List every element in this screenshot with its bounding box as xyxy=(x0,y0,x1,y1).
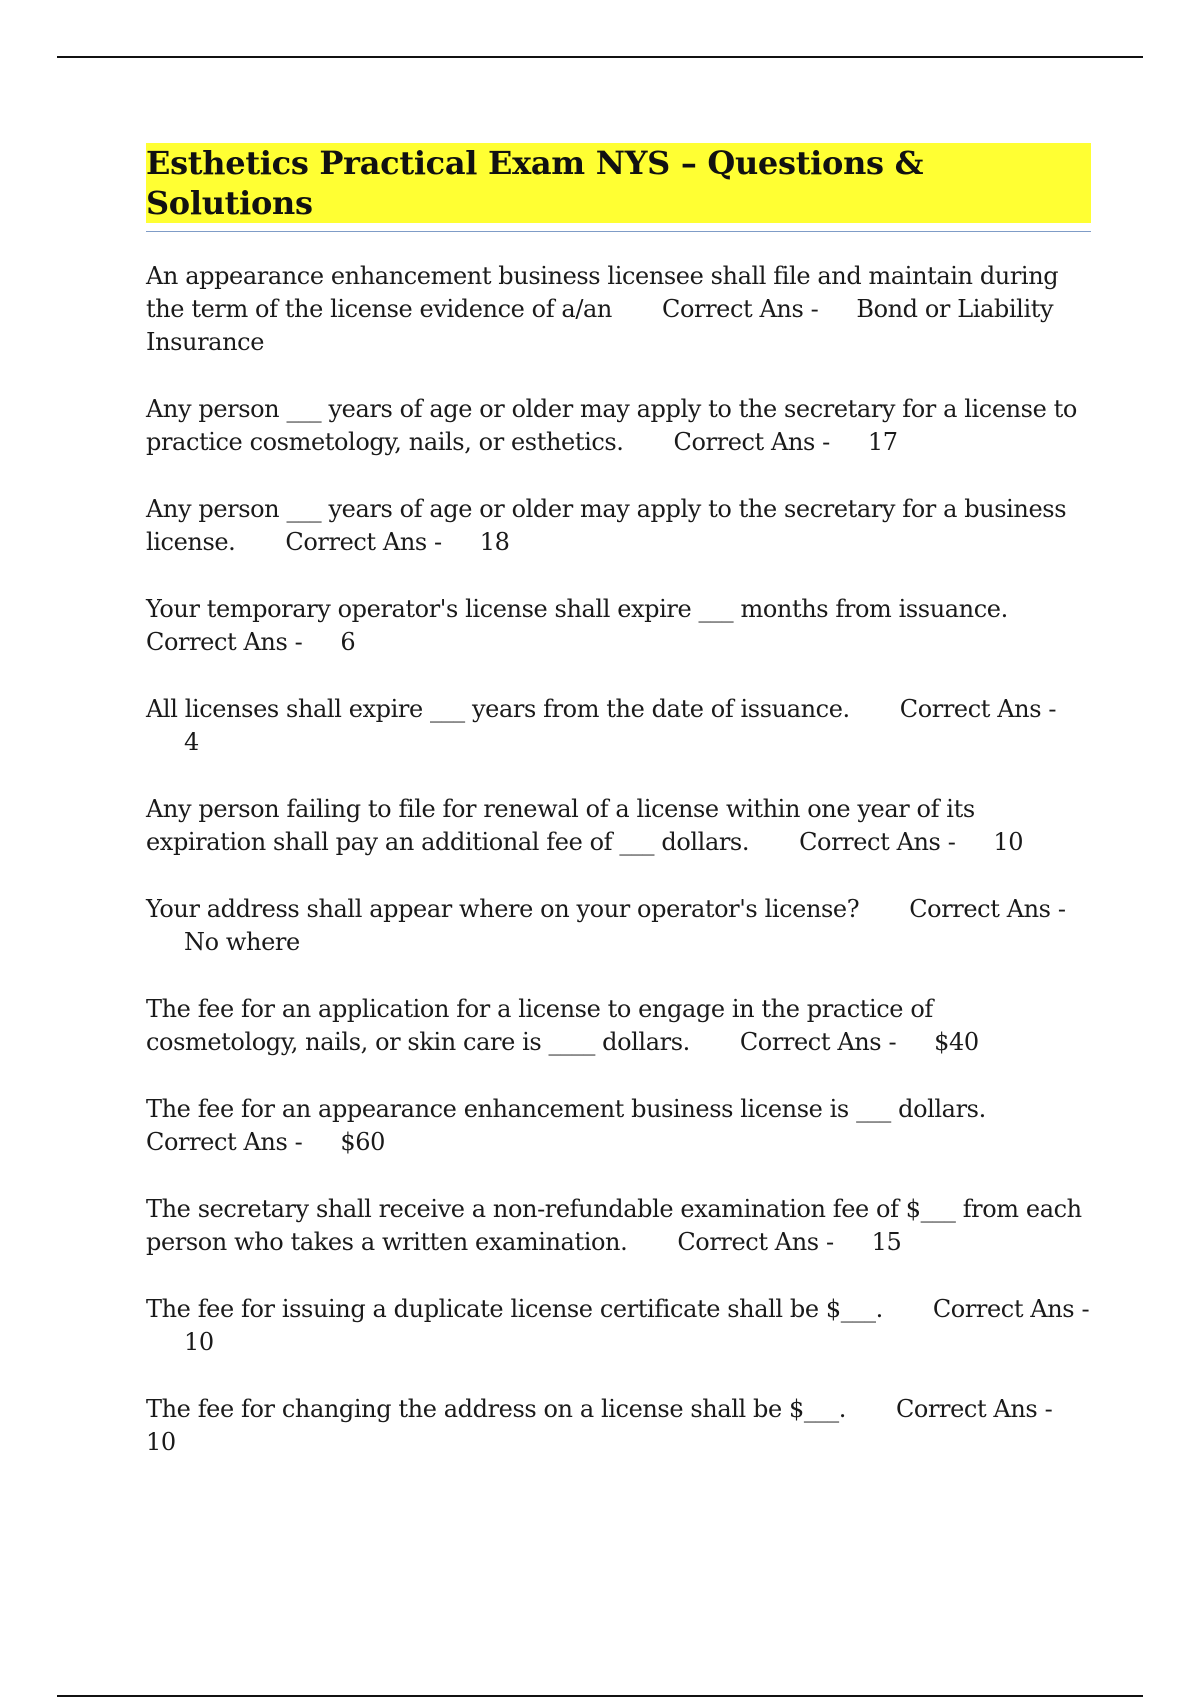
question-text: The secretary shall receive a non-refundable examination fee of $___ from each person who takes a written examination. xyxy=(146,1195,1082,1256)
question-text: Your temporary operator's license shall expire ___ months from issuance. xyxy=(146,595,1008,623)
question-text: Any person ___ years of age or older may apply to the secretary for a license to practice cosmetology, nails, or esthetics. xyxy=(146,395,1077,456)
answer-label: Correct Ans - xyxy=(799,828,956,856)
title-block xyxy=(146,143,1091,232)
answer-label: Correct Ans - xyxy=(895,1395,1053,1423)
question-text: All licenses shall expire ___ years from the date of issuance. xyxy=(146,695,850,723)
qa-item xyxy=(146,1093,1091,1159)
answer-text: 10 xyxy=(146,1428,176,1456)
answer-text: 15 xyxy=(871,1228,902,1256)
question-text: The fee for an appearance enhancement business license is ___ dollars. xyxy=(146,1095,986,1123)
qa-item xyxy=(146,393,1091,459)
answer-label: Correct Ans - xyxy=(932,1295,1090,1323)
answer-text: $60 xyxy=(340,1128,385,1156)
qa-item xyxy=(146,693,1091,759)
question-text: Any person failing to file for renewal of a license within one year of its expiration shall pay an additional fee of ___ dollars. xyxy=(146,795,975,856)
qa-item xyxy=(146,1193,1091,1259)
question-text: The fee for issuing a duplicate license certificate shall be $___. xyxy=(146,1295,883,1323)
answer-label: Correct Ans - xyxy=(673,428,830,456)
qa-item xyxy=(146,493,1091,559)
qa-item xyxy=(146,260,1091,359)
answer-label: Correct Ans - xyxy=(285,528,442,556)
answer-text: 10 xyxy=(993,828,1024,856)
answer-text: 6 xyxy=(340,628,356,656)
qa-item xyxy=(146,1293,1091,1359)
qa-item xyxy=(146,793,1091,859)
answer-text: 18 xyxy=(479,528,510,556)
answer-label: Correct Ans - xyxy=(909,895,1066,923)
answer-label: Correct Ans - xyxy=(677,1228,834,1256)
answer-label: Correct Ans - xyxy=(662,295,819,323)
answer-label: Correct Ans - xyxy=(146,1128,303,1156)
qa-item xyxy=(146,893,1091,959)
qa-item xyxy=(146,593,1091,659)
question-text: Any person ___ years of age or older may apply to the secretary for a business license. xyxy=(146,495,1067,556)
question-text: The fee for an application for a license to engage in the practice of cosmetology, nails, or skin care is ____ dollars. xyxy=(146,995,933,1056)
qa-item xyxy=(146,993,1091,1059)
question-text: An appearance enhancement business licensee shall file and maintain during the term of the license evidence of a/an xyxy=(146,262,1059,323)
qa-item xyxy=(146,1393,1091,1459)
answer-text: 17 xyxy=(867,428,898,456)
answer-text: $40 xyxy=(934,1028,979,1056)
answer-label: Correct Ans - xyxy=(146,628,303,656)
footer-rule xyxy=(57,1695,1143,1697)
question-text: The fee for changing the address on a license shall be $___. xyxy=(146,1395,846,1423)
answer-label: Correct Ans - xyxy=(899,695,1057,723)
document-title: Esthetics Practical Exam NYS – Questions & Solutions xyxy=(146,143,1091,223)
question-text: Your address shall appear where on your operator's license? xyxy=(146,895,860,923)
header-rule xyxy=(57,56,1143,58)
answer-label: Correct Ans - xyxy=(739,1028,897,1056)
answer-text: Bond or Liability Insurance xyxy=(146,295,1054,356)
document-body xyxy=(146,143,1091,1493)
answer-text: No where xyxy=(184,928,300,956)
answer-text: 4 xyxy=(184,728,199,756)
answer-text: 10 xyxy=(184,1328,214,1356)
